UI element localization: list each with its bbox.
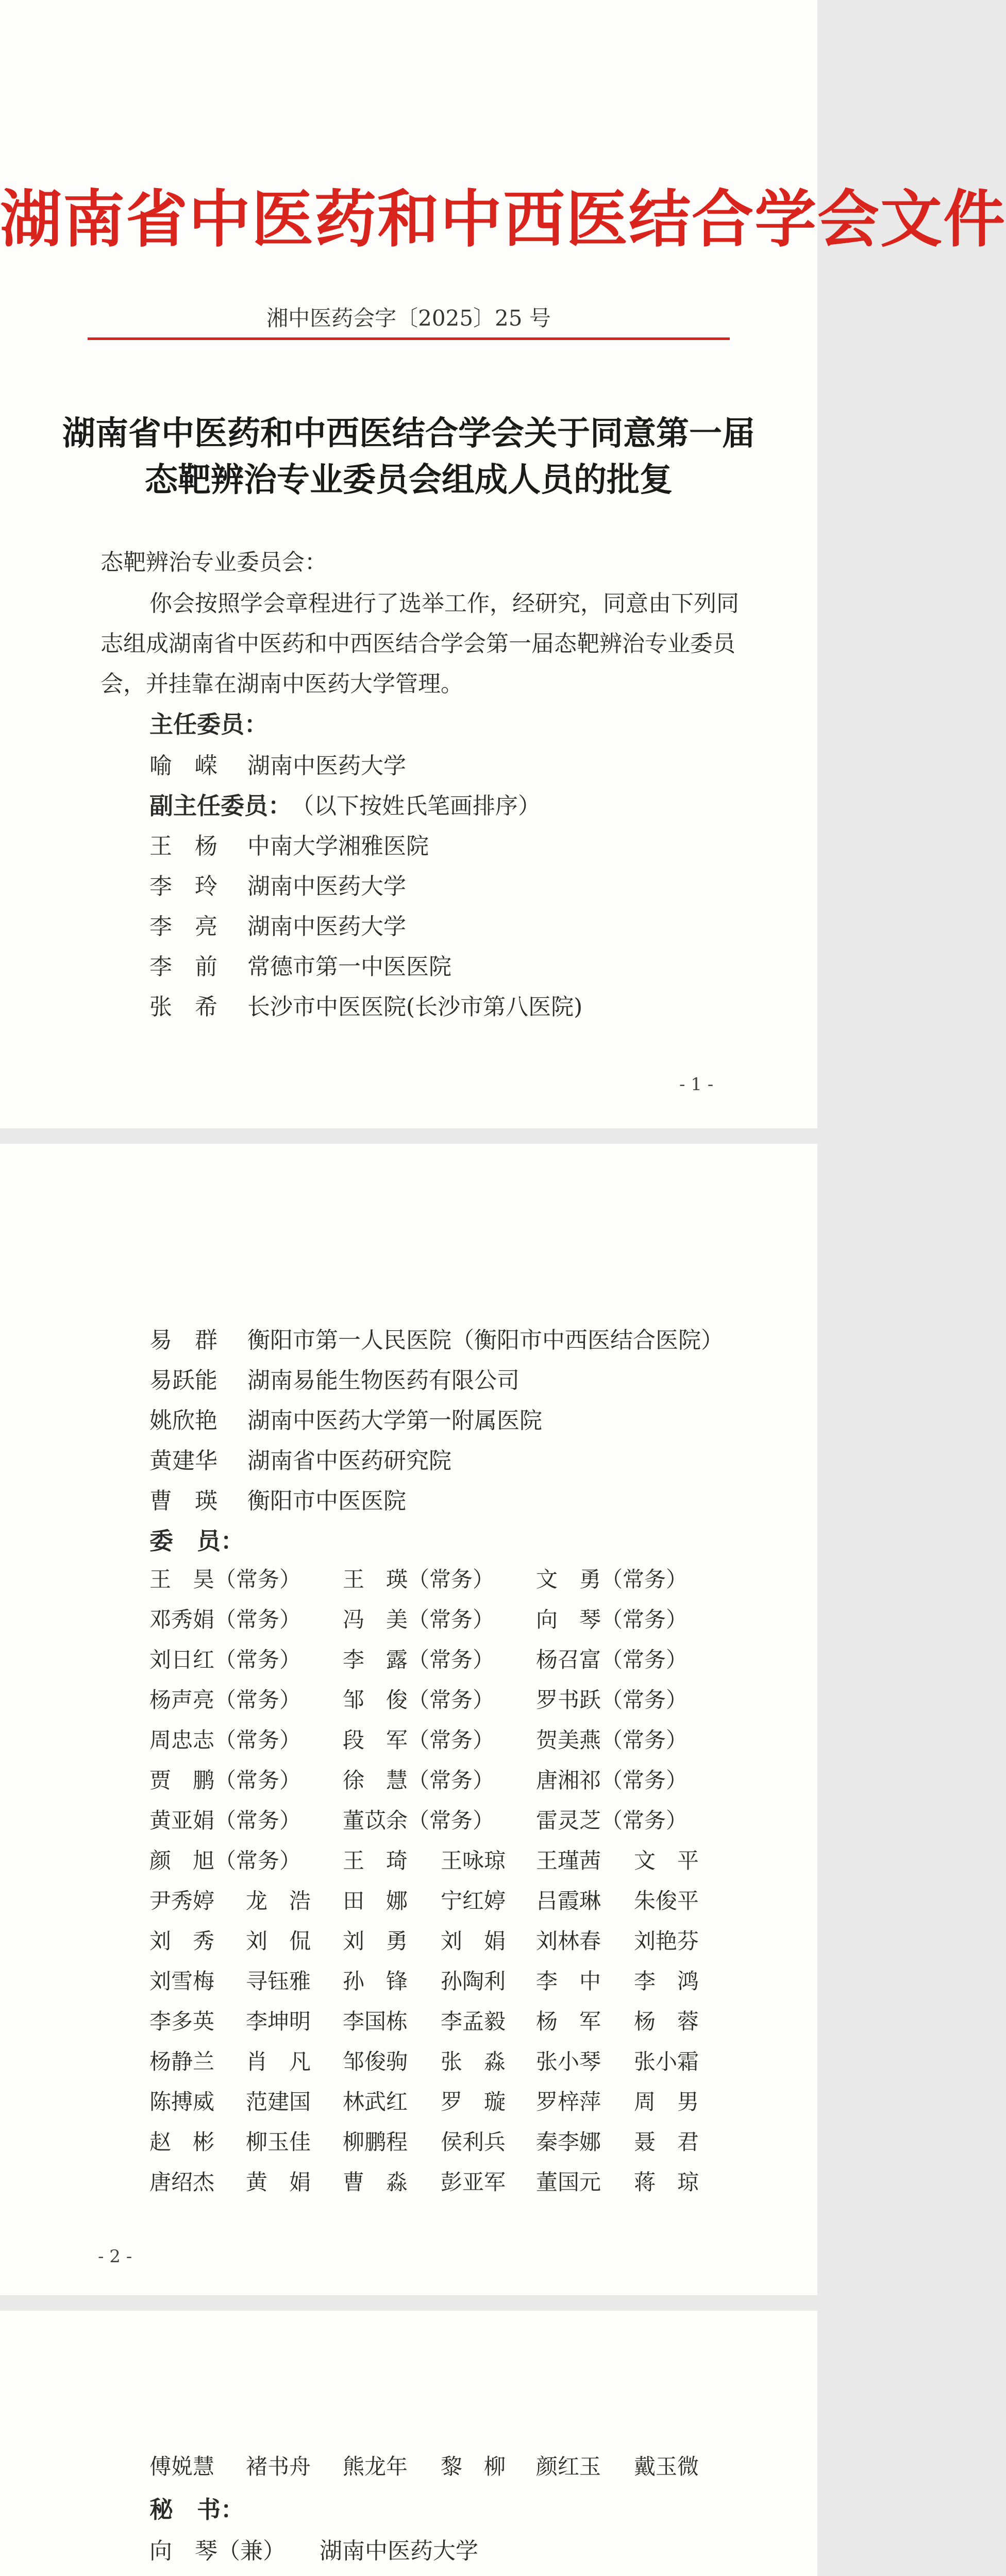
member-name: 罗书跃（常务） [536, 1687, 688, 1713]
vice-chair-name: 易 群 [149, 1327, 217, 1353]
vice-chair-name: 张 希 [149, 994, 217, 1020]
vice-chair-role-label: 副主任委员： [149, 792, 292, 820]
vice-chair-unit: 常德市第一中医医院 [247, 954, 451, 980]
member-name: 文 勇（常务） [536, 1567, 688, 1592]
document-title-line-2: 态靶辨治专业委员会组成人员的批复 [145, 461, 673, 499]
member-name: 寻钰雅 [246, 1969, 311, 1994]
member-name: 罗梓萍 [536, 2089, 601, 2114]
member-name: 范建国 [246, 2089, 311, 2114]
member-name: 张 淼 [441, 2049, 506, 2074]
member-name: 董苡余（常务） [343, 1808, 495, 1833]
member-name: 李 鸿 [634, 1969, 699, 1994]
member-name: 侯利兵 [441, 2129, 506, 2155]
member-name: 刘雪梅 [149, 1969, 215, 1994]
member-name: 李多英 [149, 2009, 215, 2034]
vice-chair-name: 曹 瑛 [149, 1488, 217, 1514]
member-name: 柳玉佳 [246, 2129, 311, 2155]
member-name: 文 平 [634, 1848, 699, 1873]
member-name: 刘 勇 [343, 1928, 408, 1954]
member-name: 段 军（常务） [343, 1727, 495, 1753]
member-name: 唐湘祁（常务） [536, 1768, 688, 1793]
member-name: 曹 淼 [343, 2170, 408, 2195]
vice-chair-name: 姚欣艳 [149, 1408, 217, 1434]
member-name: 傅娧慧 [149, 2454, 215, 2479]
page-number: - 1 - [679, 1074, 714, 1095]
member-name: 林武红 [343, 2089, 408, 2114]
member-name: 杨静兰 [149, 2049, 215, 2074]
chair-unit: 湖南中医药大学 [247, 753, 406, 779]
member-name: 褚书舟 [246, 2454, 311, 2479]
chair-role-label: 主任委员： [149, 710, 268, 738]
member-name: 秦李娜 [536, 2129, 601, 2155]
member-name: 田 娜 [343, 1888, 408, 1913]
vice-chair-name: 易跃能 [149, 1367, 217, 1394]
secretary-unit [320, 2572, 478, 2576]
member-name: 周 男 [634, 2089, 699, 2114]
page-1 [0, 0, 1006, 1128]
member-name: 陈搏威 [149, 2089, 215, 2114]
member-name: 王瑾茜 [536, 1848, 601, 1873]
member-name: 杨 蓉 [634, 2009, 699, 2034]
member-name: 赵 彬 [149, 2129, 215, 2155]
document-number: 湘中医药会字〔2025〕25 号 [266, 306, 551, 331]
member-name: 刘 秀 [149, 1928, 215, 1954]
document-title-line-1: 湖南省中医药和中西医结合学会关于同意第一届 [62, 414, 755, 453]
member-name: 刘 娟 [441, 1928, 506, 1954]
member-name: 蒋 琼 [634, 2170, 699, 2195]
member-name: 黄 娟 [246, 2170, 311, 2195]
body-paragraph-line-1: 你会按照学会章程进行了选举工作，经研究，同意由下列同 [149, 590, 739, 617]
vice-chair-sort-note: （以下按姓氏笔画排序） [291, 793, 541, 819]
member-name: 刘 侃 [246, 1928, 311, 1954]
member-name: 孙 锋 [343, 1969, 408, 1994]
member-name: 朱俊平 [634, 1888, 699, 1913]
members-role-label: 委 员： [149, 1527, 244, 1555]
member-name: 李国栋 [343, 2009, 408, 2034]
member-name: 王 琦 [343, 1848, 408, 1873]
member-name: 孙陶利 [441, 1969, 506, 1994]
member-name: 尹秀婷 [149, 1888, 215, 1913]
member-name: 柳鹏程 [343, 2129, 408, 2155]
page-2 [0, 1144, 817, 2295]
member-name: 肖 凡 [246, 2049, 311, 2074]
member-name: 吕霞琳 [536, 1888, 601, 1913]
member-name: 李 露（常务） [343, 1647, 495, 1672]
member-name: 贺美燕（常务） [536, 1727, 688, 1753]
secretary-name [149, 2572, 286, 2576]
member-name: 李坤明 [246, 2009, 311, 2034]
member-name: 冯 美（常务） [343, 1607, 495, 1632]
vice-chair-unit: 湖南中医药大学 [247, 913, 406, 940]
member-name: 徐 慧（常务） [343, 1768, 495, 1793]
member-name: 向 琴（常务） [536, 1607, 688, 1632]
member-name: 颜 旭（常务） [149, 1848, 301, 1873]
vice-chair-unit: 湖南易能生物医药有限公司 [247, 1367, 519, 1394]
vice-chair-unit: 湖南中医药大学第一附属医院 [247, 1408, 542, 1434]
body-paragraph-line-2: 志组成湖南省中医药和中西医结合学会第一届态靶辨治专业委员 [100, 631, 735, 657]
vice-chair-unit: 中南大学湘雅医院 [247, 833, 429, 859]
member-name: 黎 柳 [441, 2454, 506, 2479]
member-name: 彭亚军 [441, 2170, 506, 2195]
member-name: 贾 鹏（常务） [149, 1768, 301, 1793]
member-name: 宁红婷 [441, 1888, 506, 1913]
member-name: 杨 军 [536, 2009, 601, 2034]
page-number: - 2 - [98, 2246, 132, 2267]
member-name: 杨召富（常务） [536, 1647, 688, 1672]
member-name: 杨声亮（常务） [149, 1687, 301, 1713]
member-name: 戴玉微 [634, 2454, 699, 2479]
vice-chair-unit: 湖南中医药大学 [247, 873, 406, 900]
member-name: 颜红玉 [536, 2454, 601, 2479]
org-header-title: 湖南省中医药和中西医结合学会文件 [0, 183, 1006, 256]
salutation: 态靶辨治专业委员会： [100, 549, 327, 575]
chair-name: 喻 嵘 [149, 753, 217, 779]
vice-chair-name: 李 玲 [149, 873, 217, 900]
member-name: 邓秀娟（常务） [149, 1607, 301, 1632]
vice-chair-unit: 长沙市中医医院(长沙市第八医院) [247, 994, 583, 1020]
member-name: 刘林春 [536, 1928, 601, 1954]
member-name: 王 瑛（常务） [343, 1567, 495, 1592]
member-name: 邹 俊（常务） [343, 1687, 495, 1713]
member-name: 黄亚娟（常务） [149, 1808, 301, 1833]
vice-chair-unit: 衡阳市中医医院 [247, 1488, 406, 1514]
secretaries-role-label: 秘 书： [149, 2496, 244, 2523]
vice-chair-unit: 衡阳市第一人民医院（衡阳市中西医结合医院） [247, 1327, 724, 1353]
member-name: 张小霜 [634, 2049, 699, 2074]
vice-chair-name: 李 亮 [149, 913, 217, 940]
member-name: 罗 璇 [441, 2089, 506, 2114]
member-name: 邹俊驹 [343, 2049, 408, 2074]
member-name: 雷灵芝（常务） [536, 1808, 688, 1833]
vice-chair-name: 黄建华 [149, 1448, 217, 1474]
red-divider-line [88, 337, 730, 340]
body-paragraph-line-3: 会，并挂靠在湖南中医药大学管理。 [100, 671, 463, 697]
secretary-unit: 湖南中医药大学 [320, 2538, 478, 2564]
member-name: 董国元 [536, 2170, 601, 2195]
member-name: 李孟毅 [441, 2009, 506, 2034]
member-name: 张小琴 [536, 2049, 601, 2074]
vice-chair-unit: 湖南省中医药研究院 [247, 1448, 451, 1474]
member-name: 龙 浩 [246, 1888, 311, 1913]
secretary-name: 向 琴（兼） [149, 2538, 286, 2564]
member-name: 唐绍杰 [149, 2170, 215, 2195]
member-name: 刘艳芬 [634, 1928, 699, 1954]
member-name: 熊龙年 [343, 2454, 408, 2479]
member-name: 刘日红（常务） [149, 1647, 301, 1672]
member-name: 聂 君 [634, 2129, 699, 2155]
member-name: 王咏琼 [441, 1848, 506, 1873]
member-name: 周忠志（常务） [149, 1727, 301, 1753]
page-3 [0, 2311, 817, 2576]
member-name: 李 中 [536, 1969, 601, 1994]
vice-chair-name: 王 杨 [149, 833, 217, 859]
member-name: 王 昊（常务） [149, 1567, 301, 1592]
vice-chair-name: 李 前 [149, 954, 217, 980]
